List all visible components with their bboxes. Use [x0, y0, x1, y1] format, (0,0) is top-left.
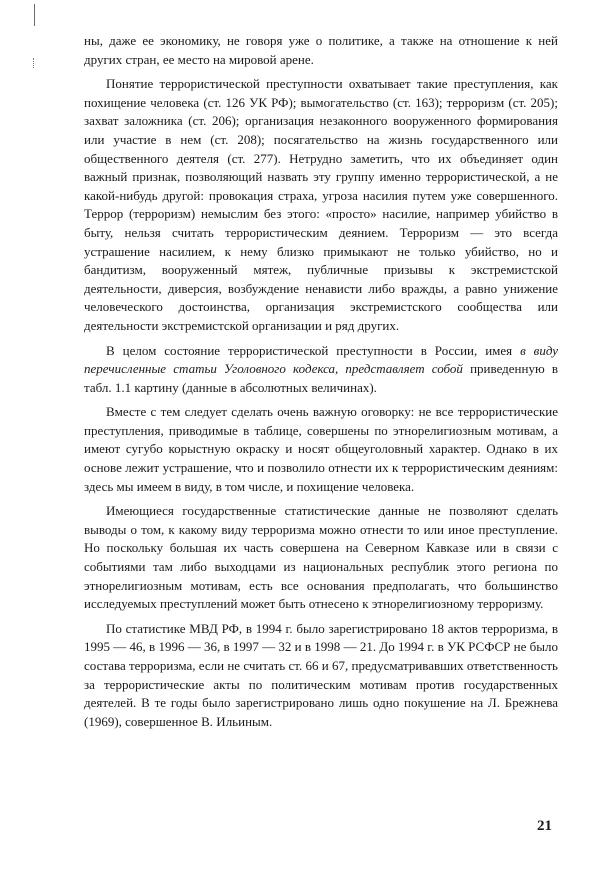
paragraph-definition: Понятие террористической преступности охватывает такие преступления, как похищение человека (ст. 126 УК РФ); вымогательство (ст. 163); терроризм (ст. 205); захват заложника (ст. 206); организация незаконного вооруженного формирования или участие в нем (ст. 208); посягательство на жизнь государственного или общественного деятеля (ст. 277). Нетрудно заметить, что их объединяет один важный признак, позволяющий назвать эту группу именно террористической, а не какой-нибудь другой: провокация страха, угроза насилия путем уже совершенного. Террор (терроризм) немыслим без этого: «просто» насилие, например убийство в быту, нельзя считать террористическим деянием. Терроризм — это всегда устрашение насилием, к нему близко примыкают не только убийство, но и бандитизм, вооруженный мятеж, публичные призывы к экстремистской деятельности, диверсия, возбуждение ненависти либо вражды, а равно унижение человеческого достоинства, организация экстремистского сообщества или деятельности экстремистской организации и ряд других. — [84, 76, 558, 333]
paragraph-overview — [84, 342, 558, 398]
scan-edge-mark — [34, 4, 35, 26]
paragraph-caveat: Вместе с тем следует сделать очень важную оговорку: не все террористические преступления, приводимые в таблице, совершены по этнорелигиозным мотивам, а имеют сугубо корыстную окраску и носят общеуголовный характер. Однако в их основе лежит устрашение, что и позволило отнести их к террористическим деяниям: здесь мы имеем в виду, в том числе, и похищение человека. — [84, 404, 558, 494]
paragraph-mvd-statistics: По статистике МВД РФ, в 1994 г. было зарегистрировано 18 актов терроризма, в 1995 — 46, в 1996 — 36, в 1997 — 32 и в 1998 — 21. До 1994 г. в УК РСФСР не было состава терроризма, если не считать ст. 66 и 67, предусматривавших ответственность за террористические акты по политическим мотивам против государственных деятелей. В те годы было зарегистрировано лишь одно покушение на Л. Брежнева (1969), совершенное В. Ильиным. — [84, 620, 558, 729]
paragraph-statistics-data: Имеющиеся государственные статистические данные не позволяют сделать выводы о том, к какому виду терроризма можно отнести то или иное преступление. Но поскольку большая их часть совершена на Северном Кавказе или в связи с событиями там либо выходцами из национальных республик этого региона по этнорелигиозным мотивам, есть все основания предполагать, что большинство исследуемых преступлений может быть отнесено к этнорелигиозному терроризму. — [84, 503, 558, 612]
page-number: 21 — [537, 818, 552, 834]
scan-edge-tick — [33, 58, 37, 68]
body-text — [84, 32, 558, 737]
overview-text-italic: в виду перечисленные статьи Уголовного кодекса, представляет собой — [84, 342, 558, 377]
overview-text-end: приведенную в табл. 1.1 картину (данные в абсолютных величинах). — [84, 361, 558, 395]
paragraph-continuation: ны, даже ее экономику, не говоря уже о политике, а также на отношение к ней других стран, ее место на мировой арене. — [84, 33, 558, 67]
overview-text-start: В целом состояние террористической преступности в России, имея — [106, 342, 521, 358]
